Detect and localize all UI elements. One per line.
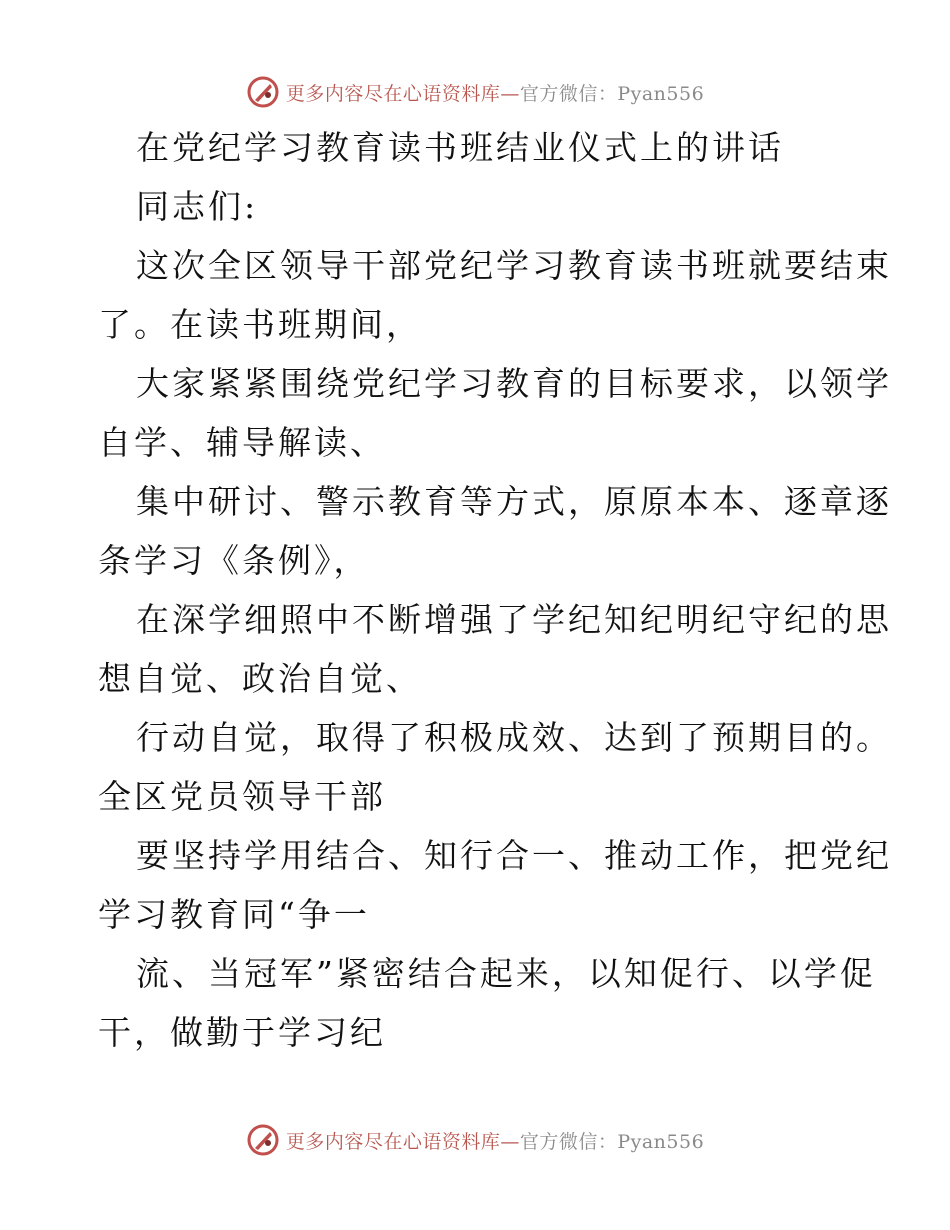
watermark-wechat-text: 官方微信：Pyan556 bbox=[519, 1130, 705, 1153]
header-watermark bbox=[0, 72, 950, 112]
text-line: 想自觉、政治自觉、 bbox=[98, 659, 422, 698]
text-line: 在深学细照中不断增强了学纪知纪明纪守纪的思 bbox=[136, 600, 892, 639]
text-line: 行动自觉，取得了积极成效、达到了预期目的。 bbox=[136, 718, 892, 757]
quill-logo-icon bbox=[246, 75, 280, 109]
text-line: 要坚持学用结合、知行合一、推动工作，把党纪 bbox=[136, 836, 892, 875]
text-line: 自学、辅导解读、 bbox=[98, 423, 386, 462]
text-line: 了。在读书班期间， bbox=[98, 305, 422, 344]
text-line: 条学习《条例》， bbox=[98, 541, 370, 580]
text-line: 同志们: bbox=[136, 187, 259, 226]
watermark-wechat-text: 官方微信：Pyan556 bbox=[519, 82, 705, 105]
footer-watermark bbox=[0, 1120, 950, 1160]
watermark-site-text: 更多内容尽在心语资料库— bbox=[285, 1130, 520, 1153]
text-line: 大家紧紧围绕党纪学习教育的目标要求，以领学 bbox=[136, 364, 892, 403]
text-line: 学习教育同“争一 bbox=[98, 895, 370, 934]
watermark-text bbox=[286, 79, 704, 106]
text-line: 干，做勤于学习纪 bbox=[98, 1013, 386, 1052]
watermark-site-text: 更多内容尽在心语资料库— bbox=[285, 82, 520, 105]
text-line: 流、当冠军”紧密结合起来，以知促行、以学促 bbox=[136, 954, 876, 993]
document-title: 在党纪学习教育读书班结业仪式上的讲话 bbox=[136, 128, 784, 167]
document-body bbox=[98, 118, 892, 1062]
text-line: 这次全区领导干部党纪学习教育读书班就要结束 bbox=[136, 246, 892, 285]
watermark-text bbox=[286, 1127, 704, 1154]
text-line: 全区党员领导干部 bbox=[98, 777, 386, 816]
text-line: 集中研讨、警示教育等方式，原原本本、逐章逐 bbox=[136, 482, 892, 521]
quill-logo-icon bbox=[246, 1123, 280, 1157]
